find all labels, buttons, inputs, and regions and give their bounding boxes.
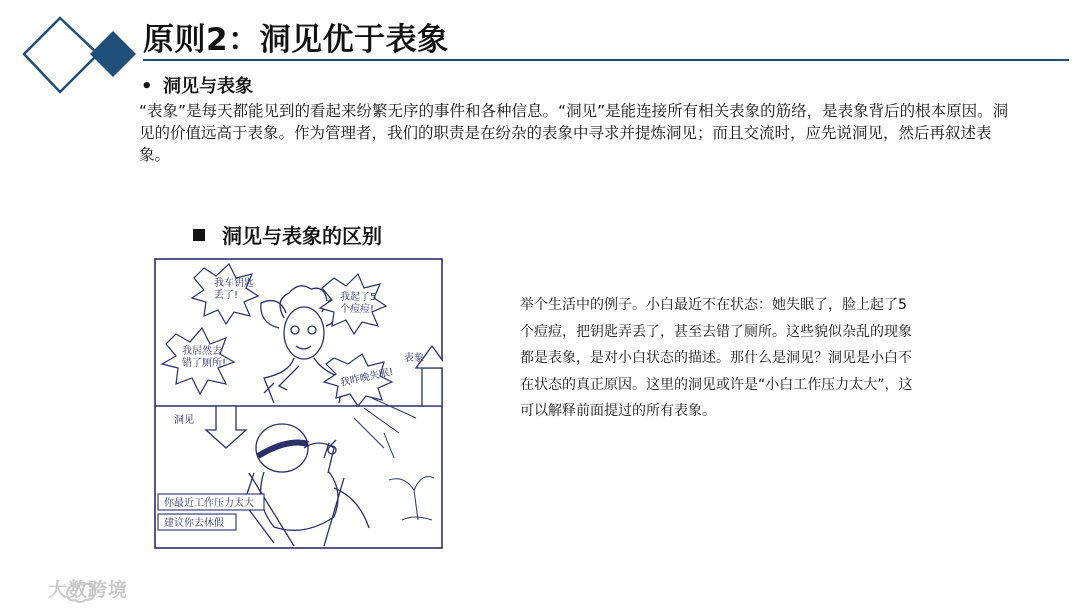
example-paragraph: 举个生活中的例子。小白最近不在状态：她失眠了，脸上起了5个痘痘，把钥匙弄丢了，甚至去错了厕所。这些貌似杂乱的现象都是表象，是对小白状态的描述。那什么是洞见？洞见是小白不在状态的真正原因。这里的洞见或许是“小白工作压力太大”，这可以解释前面提过的所有表象。 <box>520 297 913 419</box>
title-divider <box>143 59 1069 61</box>
subsection-heading-row <box>193 220 382 249</box>
square-bullet-icon <box>193 229 205 241</box>
label-surface: 表象 <box>404 353 424 364</box>
subsection-heading: 洞见与表象的区别 <box>222 224 382 248</box>
box-vacation-text: 建议你去休假 <box>164 518 224 529</box>
section-paragraph: “表象”是每天都能见到的看起来纷繁无序的事件和各种信息。“洞见”是能连接所有相关表象的筋络，是表象背后的根本原因。洞见的价值远高于表象。作为管理者，我们的职责是在纷杂的表象中寻求并提炼洞见；而且交流时，应先说洞见，然后再叙述表象。 <box>139 102 1009 164</box>
page-title: 原则2：洞见优于表象 <box>143 22 449 58</box>
bubble-sleep-text: 我昨晚失眠! <box>339 366 395 389</box>
watermark-text: 大数跨境 <box>48 579 129 601</box>
section-heading-row <box>141 72 253 98</box>
bullet-icon: • <box>141 76 153 97</box>
box-stress-text: 你最近工作压力太大 <box>164 498 254 509</box>
bubble-toilet-text: 我居然去 错了厕所! <box>182 346 227 369</box>
section-heading: 洞见与表象 <box>163 76 253 97</box>
logo-diamonds <box>18 8 136 96</box>
bubble-keys-line1: 我车钥匙 <box>214 278 254 289</box>
bubble-keys-line2: 丢了! <box>214 290 239 301</box>
bubble-pimples-text: 我起了5 个痘痘! <box>340 292 377 315</box>
comic-illustration <box>154 258 443 549</box>
label-insight: 洞见 <box>174 415 194 426</box>
